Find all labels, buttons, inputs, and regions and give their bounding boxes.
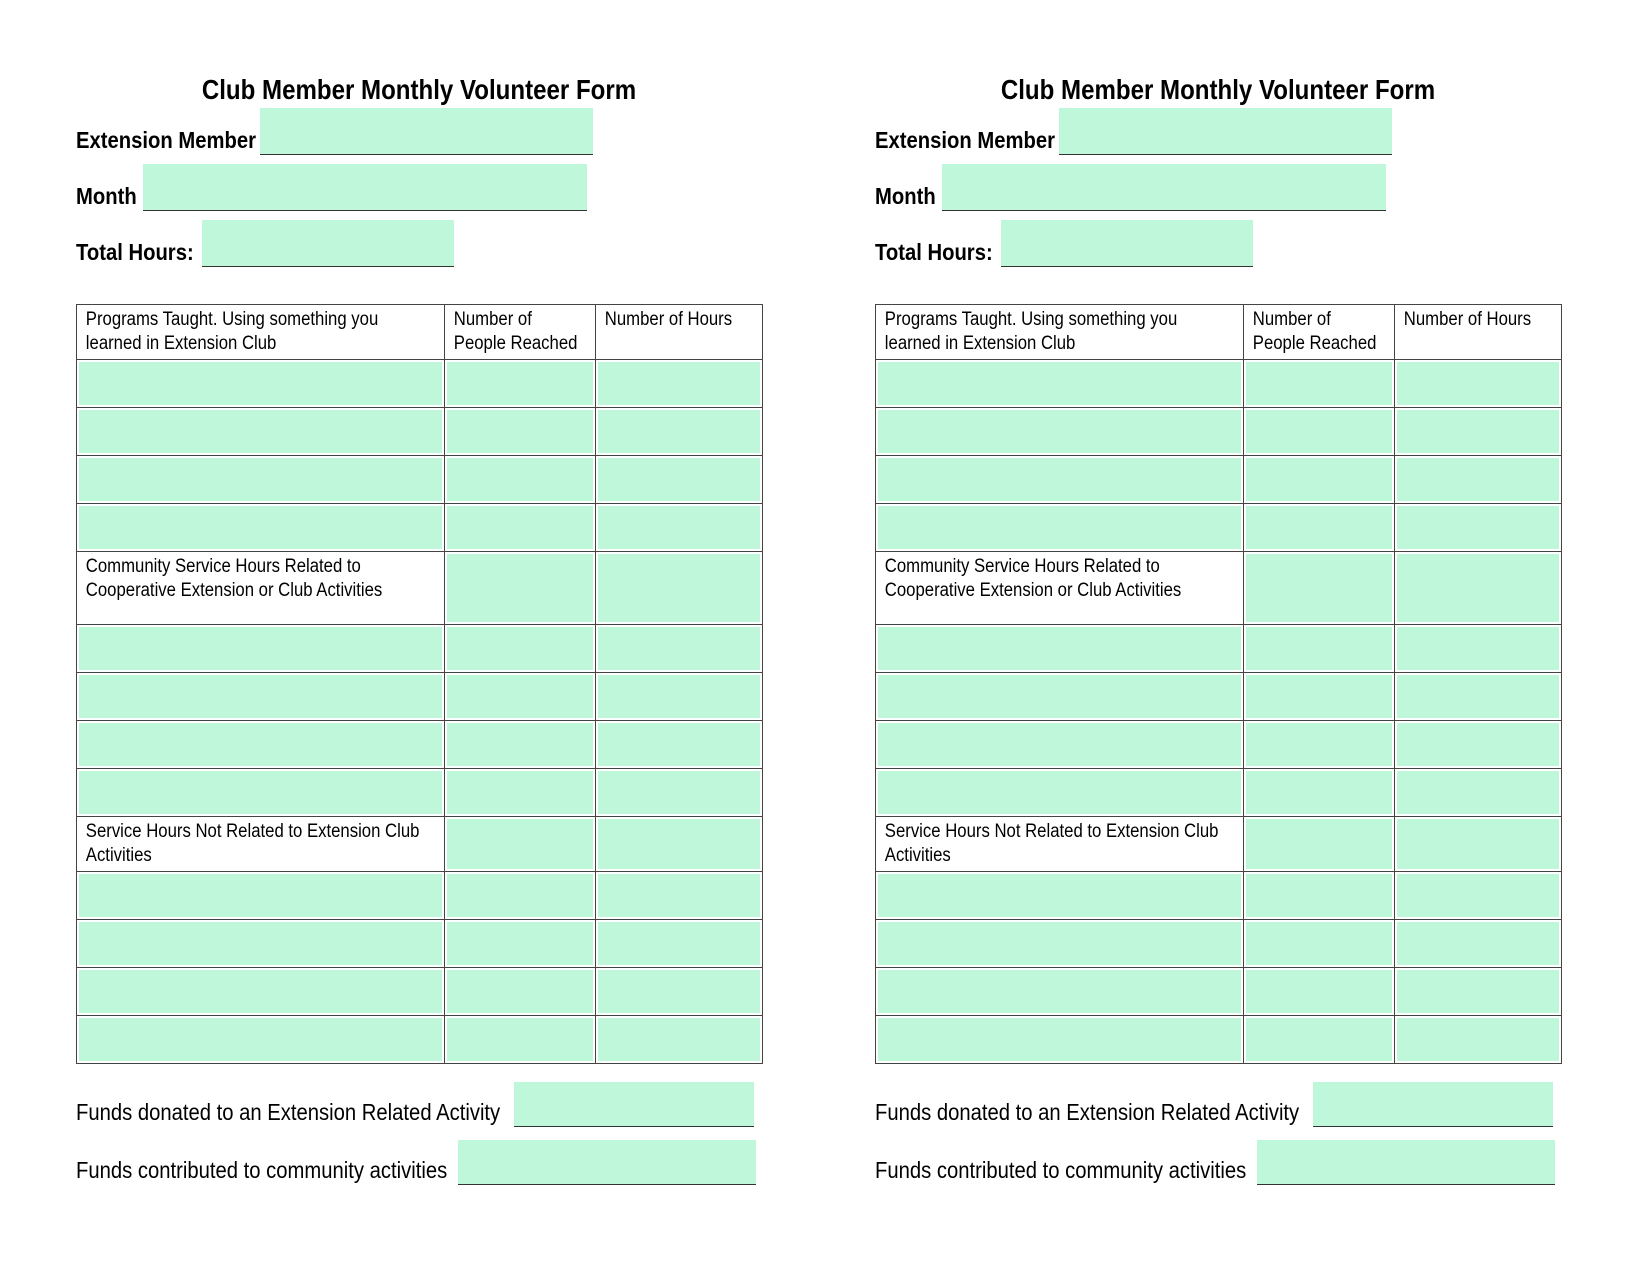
community-hours-input[interactable] [1395, 552, 1562, 625]
funds-contributed-label: Funds contributed to community activities [875, 1157, 1247, 1183]
header-number-of-hours: Number of Hours [596, 305, 763, 360]
service-activity-input[interactable] [77, 872, 445, 920]
funds-donated-row [76, 1082, 776, 1126]
service-people-input[interactable] [1244, 920, 1395, 968]
form-title: Club Member Monthly Volunteer Form [1000, 74, 1436, 105]
community-hours-input[interactable] [596, 721, 763, 769]
table-row [77, 504, 763, 552]
table-row [876, 625, 1562, 673]
community-people-input[interactable] [1244, 552, 1395, 625]
community-hours-input[interactable] [1395, 625, 1562, 673]
header-number-of-hours: Number of Hours [1395, 305, 1562, 360]
service-hours-input[interactable] [1395, 920, 1562, 968]
community-hours-input[interactable] [1395, 721, 1562, 769]
table-row [876, 968, 1562, 1016]
total-hours-input[interactable] [1001, 220, 1253, 267]
table-row [77, 769, 763, 817]
programs-hours-input[interactable] [1395, 504, 1562, 552]
community-activity-input[interactable] [77, 721, 445, 769]
funds-donated-label: Funds donated to an Extension Related Activity [875, 1099, 1300, 1125]
community-activity-input[interactable] [77, 673, 445, 721]
service-activity-input[interactable] [77, 920, 445, 968]
service-people-input[interactable] [445, 920, 596, 968]
extension-member-input[interactable] [260, 108, 593, 155]
community-activity-input[interactable] [876, 673, 1244, 721]
programs-people-input[interactable] [445, 456, 596, 504]
table-row [77, 625, 763, 673]
total-hours-label: Total Hours: [875, 239, 993, 265]
table-row [77, 408, 763, 456]
volunteer-form-left [76, 0, 776, 1275]
month-input[interactable] [143, 164, 587, 211]
table-row [876, 673, 1562, 721]
programs-activity-input[interactable] [77, 360, 445, 408]
total-hours-row [875, 220, 1475, 266]
community-people-input[interactable] [445, 673, 596, 721]
funds-donated-row [875, 1082, 1575, 1126]
service-hours-input[interactable] [1395, 1016, 1562, 1064]
community-people-input[interactable] [445, 769, 596, 817]
total-hours-label: Total Hours: [76, 239, 194, 265]
service-people-input[interactable] [445, 817, 596, 872]
programs-activity-input[interactable] [876, 360, 1244, 408]
table-row [876, 920, 1562, 968]
table-row [77, 1016, 763, 1064]
community-hours-input[interactable] [1395, 673, 1562, 721]
table-row [876, 769, 1562, 817]
volunteer-table [76, 304, 763, 1064]
table-row [77, 872, 763, 920]
programs-activity-input[interactable] [77, 408, 445, 456]
programs-activity-input[interactable] [876, 504, 1244, 552]
community-activity-input[interactable] [77, 769, 445, 817]
community-hours-input[interactable] [596, 625, 763, 673]
service-hours-input[interactable] [596, 1016, 763, 1064]
community-hours-input[interactable] [596, 552, 763, 625]
service-activity-input[interactable] [876, 968, 1244, 1016]
header-programs-taught: Programs Taught. Using something you learned in Extension Club [77, 305, 445, 360]
service-people-input[interactable] [1244, 872, 1395, 920]
programs-activity-input[interactable] [77, 504, 445, 552]
header-people-reached: Number of People Reached [1244, 305, 1395, 360]
service-activity-input[interactable] [77, 1016, 445, 1064]
service-hours-input[interactable] [1395, 817, 1562, 872]
service-people-input[interactable] [445, 872, 596, 920]
extension-member-label: Extension Member [76, 127, 256, 153]
community-hours-input[interactable] [596, 673, 763, 721]
community-people-input[interactable] [445, 552, 596, 625]
table-row [876, 360, 1562, 408]
form-title: Club Member Monthly Volunteer Form [201, 74, 637, 105]
extension-member-row [76, 108, 676, 154]
table-row [876, 721, 1562, 769]
month-input[interactable] [942, 164, 1386, 211]
funds-contributed-row [76, 1140, 776, 1184]
programs-people-input[interactable] [1244, 504, 1395, 552]
service-hours-input[interactable] [596, 920, 763, 968]
table-row [77, 456, 763, 504]
community-activity-input[interactable] [876, 769, 1244, 817]
programs-people-input[interactable] [1244, 408, 1395, 456]
funds-donated-label: Funds donated to an Extension Related Activity [76, 1099, 501, 1125]
service-hours-input[interactable] [1395, 968, 1562, 1016]
header-programs-taught: Programs Taught. Using something you learned in Extension Club [876, 305, 1244, 360]
programs-activity-input[interactable] [876, 456, 1244, 504]
community-people-input[interactable] [1244, 769, 1395, 817]
funds-contributed-input[interactable] [458, 1140, 756, 1185]
programs-hours-input[interactable] [596, 360, 763, 408]
section-service-hours-label: Service Hours Not Related to Extension Club Activities [77, 817, 445, 872]
programs-hours-input[interactable] [1395, 456, 1562, 504]
table-row [77, 721, 763, 769]
service-hours-input[interactable] [596, 968, 763, 1016]
volunteer-table [875, 304, 1562, 1064]
community-people-input[interactable] [1244, 721, 1395, 769]
table-row [77, 673, 763, 721]
extension-member-input[interactable] [1059, 108, 1392, 155]
month-label: Month [875, 183, 936, 209]
table-row [876, 872, 1562, 920]
total-hours-row [76, 220, 676, 266]
service-activity-input[interactable] [876, 1016, 1244, 1064]
table-row [876, 504, 1562, 552]
programs-hours-input[interactable] [1395, 408, 1562, 456]
programs-people-input[interactable] [445, 504, 596, 552]
community-activity-input[interactable] [876, 721, 1244, 769]
section-service-hours-label: Service Hours Not Related to Extension Club Activities [876, 817, 1244, 872]
funds-donated-input[interactable] [1313, 1082, 1553, 1127]
community-people-input[interactable] [445, 721, 596, 769]
programs-people-input[interactable] [445, 408, 596, 456]
table-row [77, 968, 763, 1016]
section-community-service-label: Community Service Hours Related to Cooperative Extension or Club Activities [876, 552, 1244, 625]
programs-hours-input[interactable] [596, 456, 763, 504]
header-people-reached: Number of People Reached [445, 305, 596, 360]
section-community-service-label: Community Service Hours Related to Cooperative Extension or Club Activities [77, 552, 445, 625]
community-people-input[interactable] [1244, 625, 1395, 673]
community-activity-input[interactable] [77, 625, 445, 673]
month-row [76, 164, 676, 210]
table-row [77, 360, 763, 408]
month-label: Month [76, 183, 137, 209]
service-hours-input[interactable] [1395, 872, 1562, 920]
service-people-input[interactable] [445, 1016, 596, 1064]
programs-people-input[interactable] [1244, 360, 1395, 408]
service-activity-input[interactable] [876, 872, 1244, 920]
funds-contributed-label: Funds contributed to community activities [76, 1157, 448, 1183]
service-people-input[interactable] [1244, 817, 1395, 872]
table-row [876, 456, 1562, 504]
programs-hours-input[interactable] [596, 408, 763, 456]
service-activity-input[interactable] [876, 920, 1244, 968]
community-activity-input[interactable] [876, 625, 1244, 673]
service-hours-input[interactable] [596, 872, 763, 920]
service-people-input[interactable] [1244, 1016, 1395, 1064]
service-hours-input[interactable] [596, 817, 763, 872]
programs-hours-input[interactable] [596, 504, 763, 552]
service-people-input[interactable] [445, 968, 596, 1016]
programs-hours-input[interactable] [1395, 360, 1562, 408]
volunteer-form-right [875, 0, 1575, 1275]
total-hours-input[interactable] [202, 220, 454, 267]
community-people-input[interactable] [1244, 673, 1395, 721]
community-hours-input[interactable] [596, 769, 763, 817]
table-row [876, 1016, 1562, 1064]
table-row [77, 920, 763, 968]
programs-people-input[interactable] [445, 360, 596, 408]
programs-activity-input[interactable] [77, 456, 445, 504]
funds-contributed-input[interactable] [1257, 1140, 1555, 1185]
table-row [876, 408, 1562, 456]
extension-member-label: Extension Member [875, 127, 1055, 153]
funds-contributed-row [875, 1140, 1575, 1184]
service-activity-input[interactable] [77, 968, 445, 1016]
month-row [875, 164, 1475, 210]
community-people-input[interactable] [445, 625, 596, 673]
programs-activity-input[interactable] [876, 408, 1244, 456]
service-people-input[interactable] [1244, 968, 1395, 1016]
programs-people-input[interactable] [1244, 456, 1395, 504]
extension-member-row [875, 108, 1475, 154]
funds-donated-input[interactable] [514, 1082, 754, 1127]
community-hours-input[interactable] [1395, 769, 1562, 817]
